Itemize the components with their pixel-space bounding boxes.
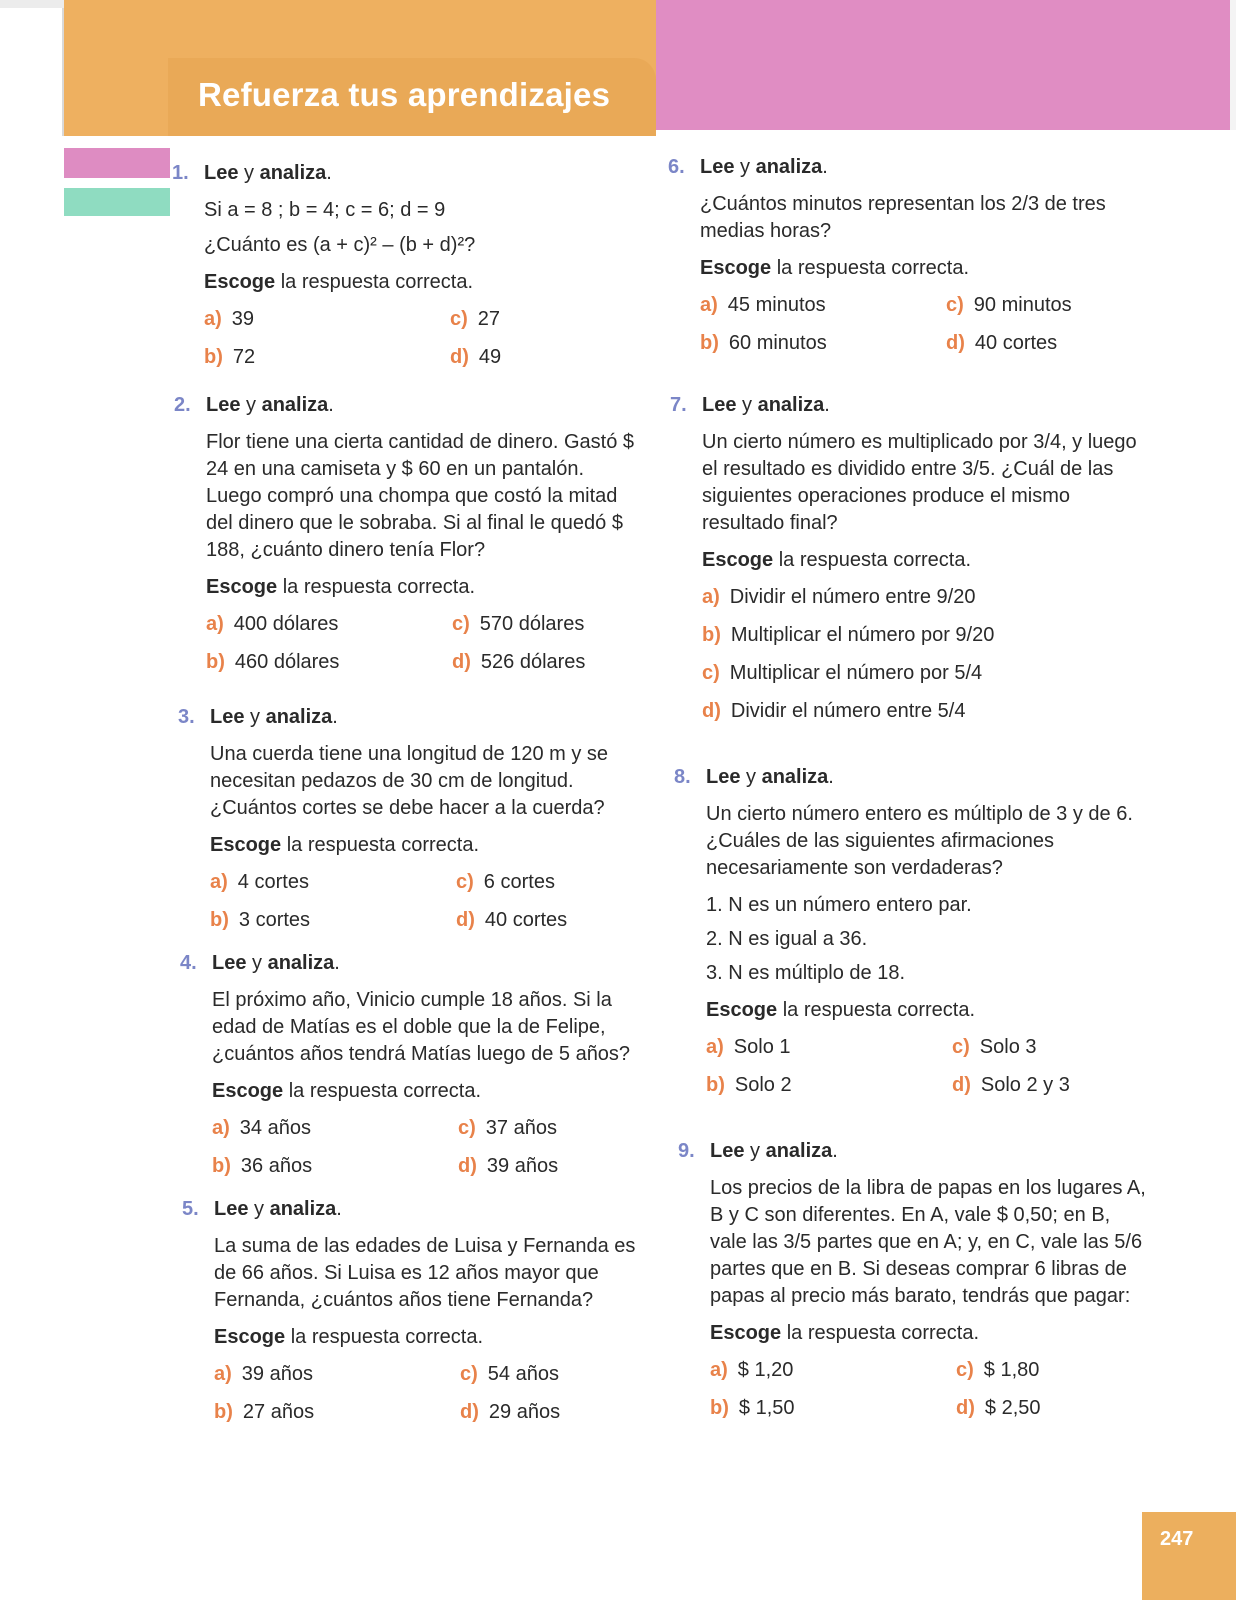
options: [702, 584, 1138, 725]
question-heading: 7. Lee y analiza.: [702, 392, 1138, 419]
options: [212, 1115, 640, 1180]
option-d[interactable]: d) Dividir el número entre 5/4: [702, 700, 966, 722]
statements: [706, 892, 1142, 987]
option-a[interactable]: a) 34 años: [212, 1117, 311, 1139]
question-number: 2.: [174, 394, 191, 416]
option-b[interactable]: b) 60 minutos: [700, 332, 827, 354]
options: [706, 1034, 1142, 1099]
question-number: 3.: [178, 706, 195, 728]
page-number-box: [1142, 1512, 1236, 1600]
option-d[interactable]: d) 526 dólares: [452, 651, 586, 673]
question-text: La suma de las edades de Luisa y Fernanda es de 66 años. Si Luisa es 12 años mayor que Fernanda, ¿cuántos años tiene Fernanda?: [214, 1235, 636, 1311]
option-c[interactable]: c) Solo 3: [952, 1036, 1037, 1058]
question-number: 7.: [670, 394, 687, 416]
question-heading: 1. Lee y analiza.: [204, 160, 624, 187]
question-heading: 8. Lee y analiza.: [706, 764, 1142, 791]
question-3: [178, 704, 638, 934]
instruction: Escoge la respuesta correcta.: [206, 576, 476, 598]
question-heading: 9. Lee y analiza.: [710, 1138, 1146, 1165]
question-heading: 3. Lee y analiza.: [210, 704, 638, 731]
question-text: Un cierto número es multiplicado por 3/4, y luego el resultado es dividido entre 3/5. ¿Cuál de las siguientes operaciones produce el mismo resultado final?: [702, 431, 1137, 534]
question-text: Flor tiene una cierta cantidad de dinero. Gastó $ 24 en una camiseta y $ 60 en un pantalón. Luego compró una chompa que costó la mitad del dinero que le sobraba. Si al final le quedó $ 188, ¿cuánto dinero tenía Flor?: [206, 431, 635, 561]
option-b[interactable]: b) 27 años: [214, 1401, 315, 1423]
option-c[interactable]: c) 6 cortes: [456, 871, 555, 893]
option-a[interactable]: a) Solo 1: [706, 1036, 791, 1058]
statement-3: 3. N es múltiplo de 18.: [706, 962, 905, 984]
option-c[interactable]: c) 54 años: [460, 1363, 559, 1385]
option-c[interactable]: c) 37 años: [458, 1117, 557, 1139]
header-banner-edge: [1230, 0, 1236, 130]
option-c[interactable]: c) Multiplicar el número por 5/4: [702, 662, 983, 684]
option-c[interactable]: c) 570 dólares: [452, 613, 585, 635]
question-text: Un cierto número entero es múltiplo de 3 y de 6. ¿Cuáles de las siguientes afirmaciones necesariamente son verdaderas?: [706, 803, 1133, 879]
option-c[interactable]: c) 90 minutos: [946, 294, 1072, 316]
option-d[interactable]: d) 49: [450, 346, 502, 368]
option-c[interactable]: c) 27: [450, 308, 501, 330]
question-number: 6.: [668, 156, 685, 178]
option-d[interactable]: d) $ 2,50: [956, 1397, 1041, 1419]
question-heading: 2. Lee y analiza.: [206, 392, 638, 419]
question-text: El próximo año, Vinicio cumple 18 años. Si la edad de Matías es el doble que la de Felipe, ¿cuántos años tendrá Matías luego de 5 años?: [212, 989, 631, 1065]
question-9: [678, 1138, 1146, 1422]
side-tab-mint: [64, 188, 170, 216]
instruction: Escoge la respuesta correcta.: [700, 257, 970, 279]
question-6: [668, 154, 1132, 357]
question-heading: 4. Lee y analiza.: [212, 950, 640, 977]
page-number: 247: [1160, 1528, 1194, 1550]
question-text: Una cuerda tiene una longitud de 120 m y se necesitan pedazos de 30 cm de longitud. ¿Cuántos cortes se debe hacer a la cuerda?: [210, 743, 609, 819]
statement-2: 2. N es igual a 36.: [706, 928, 868, 950]
options: [204, 306, 624, 371]
instruction: Escoge la respuesta correcta.: [214, 1326, 484, 1348]
question-2: [174, 392, 638, 676]
question-text: ¿Cuántos minutos representan los 2/3 de tres medias horas?: [700, 193, 1106, 242]
option-d[interactable]: d) 39 años: [458, 1155, 559, 1177]
option-b[interactable]: b) Solo 2: [706, 1074, 792, 1096]
option-b[interactable]: b) Multiplicar el número por 9/20: [702, 624, 995, 646]
question-4: [180, 950, 640, 1180]
option-b[interactable]: b) 72: [204, 346, 256, 368]
instruction: Escoge la respuesta correcta.: [710, 1322, 980, 1344]
question-number: 4.: [180, 952, 197, 974]
option-a[interactable]: a) 400 dólares: [206, 613, 339, 635]
question-5: [182, 1196, 644, 1426]
option-a[interactable]: a) 45 minutos: [700, 294, 826, 316]
instruction: Escoge la respuesta correcta.: [204, 271, 474, 293]
options: [214, 1361, 644, 1426]
option-a[interactable]: a) 4 cortes: [210, 871, 309, 893]
question-1: [172, 160, 624, 371]
instruction: Escoge la respuesta correcta.: [702, 549, 972, 571]
option-b[interactable]: b) $ 1,50: [710, 1397, 795, 1419]
options: [210, 869, 638, 934]
option-a[interactable]: a) 39: [204, 308, 255, 330]
statement-1: 1. N es un número entero par.: [706, 894, 972, 916]
option-a[interactable]: a) 39 años: [214, 1363, 313, 1385]
page-title: Refuerza tus aprendizajes: [198, 76, 611, 113]
question-7: [670, 392, 1138, 725]
instruction: Escoge la respuesta correcta.: [212, 1080, 482, 1102]
question-heading: 6. Lee y analiza.: [700, 154, 1132, 181]
question-text: Si a = 8 ; b = 4; c = 6; d = 9 ¿Cuánto es (a + c)² – (b + d)²?: [204, 199, 476, 256]
question-number: 9.: [678, 1140, 695, 1162]
option-a[interactable]: a) Dividir el número entre 9/20: [702, 586, 976, 608]
option-d[interactable]: d) 40 cortes: [456, 909, 568, 931]
options: [700, 292, 1132, 357]
option-a[interactable]: a) $ 1,20: [710, 1359, 794, 1381]
side-tab-pink: [64, 148, 170, 178]
option-b[interactable]: b) 3 cortes: [210, 909, 311, 931]
option-b[interactable]: b) 36 años: [212, 1155, 313, 1177]
question-number: 1.: [172, 162, 189, 184]
option-d[interactable]: d) Solo 2 y 3: [952, 1074, 1070, 1096]
option-d[interactable]: d) 29 años: [460, 1401, 561, 1423]
instruction: Escoge la respuesta correcta.: [706, 999, 976, 1021]
question-number: 8.: [674, 766, 691, 788]
question-heading: 5. Lee y analiza.: [214, 1196, 644, 1223]
question-8: [674, 764, 1142, 1099]
options: [710, 1357, 1146, 1422]
option-b[interactable]: b) 460 dólares: [206, 651, 340, 673]
options: [206, 611, 638, 676]
question-text: Los precios de la libra de papas en los lugares A, B y C son diferentes. En A, vale $ 0,50; en B, vale las 3/5 partes que en A; y, en C, vale las 5/6 partes que en B. Si deseas comprar 6 libras de papas al precio más barato, tendrás que pagar:: [710, 1177, 1146, 1307]
instruction: Escoge la respuesta correcta.: [210, 834, 480, 856]
option-c[interactable]: c) $ 1,80: [956, 1359, 1040, 1381]
question-number: 5.: [182, 1198, 199, 1220]
option-d[interactable]: d) 40 cortes: [946, 332, 1058, 354]
